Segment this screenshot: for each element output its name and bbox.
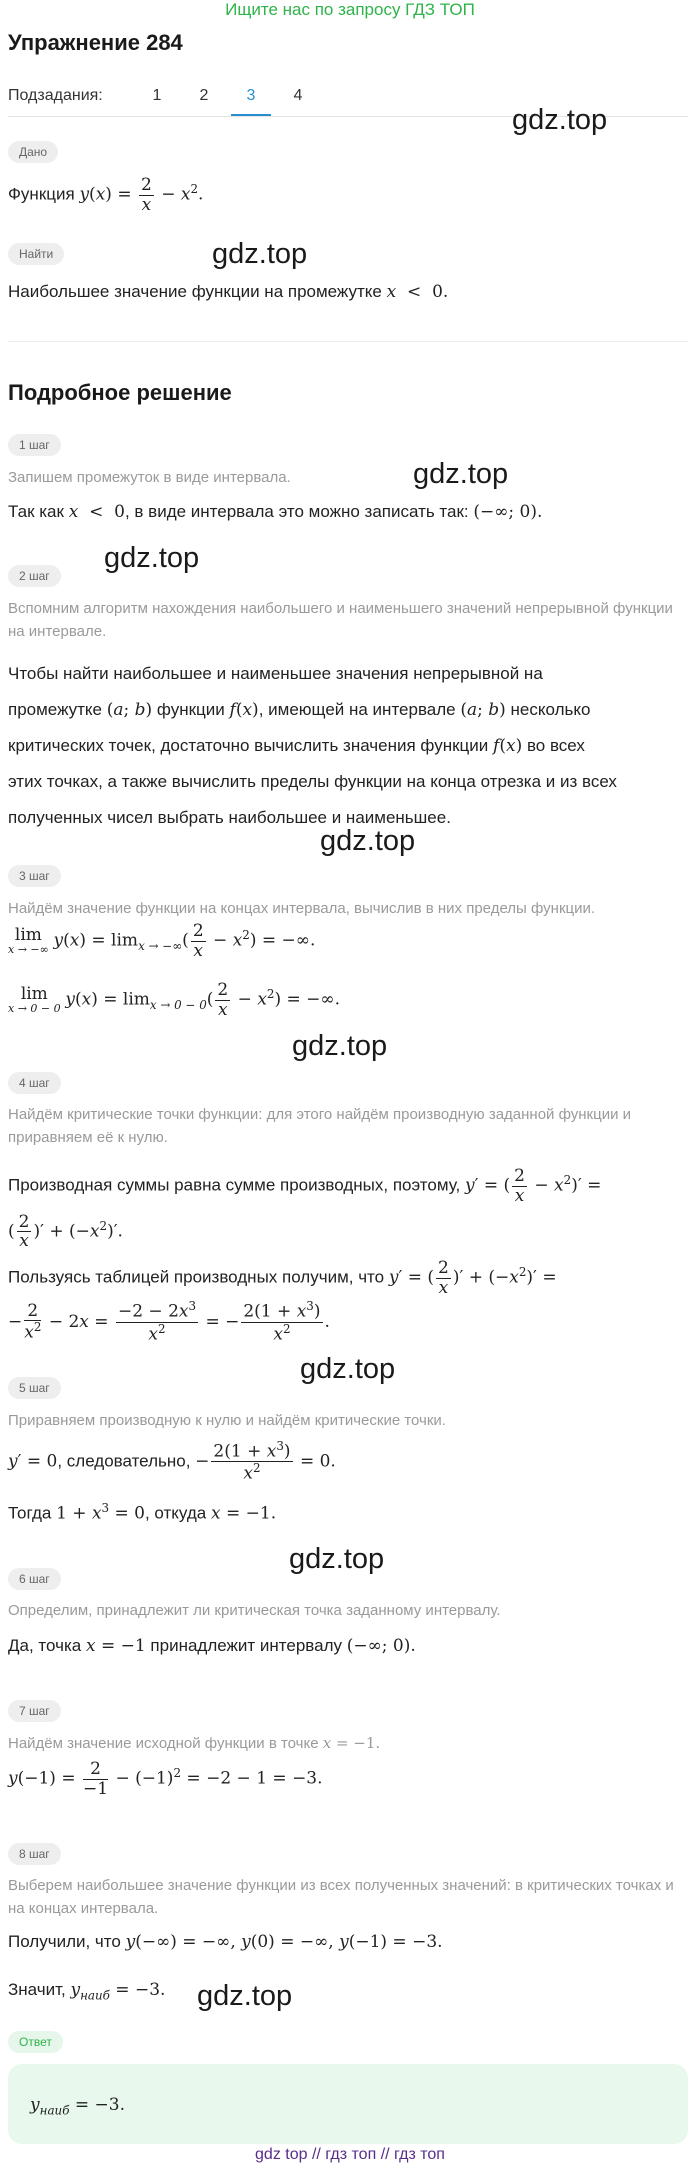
find-pill: Найти (8, 243, 64, 265)
watermark: gdz.top (292, 1030, 388, 1062)
answer-text: $y_{наиб} = -3$. (30, 2095, 125, 2118)
watermark: gdz.top (512, 104, 608, 136)
subtask-tab-1[interactable]: 1 (152, 87, 162, 104)
step-2-pill: 2 шаг (8, 565, 61, 587)
step-2-hint: Вспомним алгоритм нахождения наибольшего и наименьшего значений непрерывной функции на интервале. (8, 600, 673, 640)
search-banner[interactable]: Ищите нас по запросу ГДЗ ТОП (225, 0, 475, 19)
step-8-hint: Выберем наибольшее значение функции из всех полученных значений: в критических точках и на концах интервала. (8, 1877, 674, 1917)
step-1-text: Так как x < 0, в виде интервала это можно записать так: (−∞; 0). (8, 502, 543, 522)
subtasks-label: Подзадания: (8, 87, 103, 104)
step-8-pill: 8 шаг (8, 1843, 61, 1865)
step-6-pill: 6 шаг (8, 1568, 61, 1590)
solution-title: Подробное решение (8, 380, 232, 405)
step-7-hint: Найдём значение исходной функции в точке x = −1. (8, 1734, 381, 1752)
step-5-text-2: Тогда $1 + x^3 = 0$, откуда x = −1. (8, 1501, 277, 1524)
subtask-tab-3[interactable]: 3 (246, 87, 256, 104)
watermark: gdz.top (104, 542, 200, 574)
watermark: gdz.top (197, 1980, 293, 2012)
step-7-pill: 7 шаг (8, 1700, 61, 1722)
watermark: gdz.top (320, 825, 416, 857)
step-1-pill: 1 шаг (8, 434, 61, 456)
subtask-tab-4[interactable]: 4 (293, 87, 303, 104)
answer-pill: Ответ (8, 2031, 63, 2053)
footer-links[interactable]: gdz top // гдз топ // гдз топ (255, 2146, 445, 2163)
step-6-text: Да, точка x = −1 принадлежит интервалу (−∞; 0). (8, 1636, 416, 1656)
step-3-hint: Найдём значение функции на концах интервала, вычислив в них пределы функции. (8, 900, 596, 917)
step-8-text-1: Получили, что y(−∞) = −∞, y(0) = −∞, y(−1) = −3. (8, 1932, 443, 1952)
step-4-text-2: Пользуясь таблицей производных получим, что y′ = ( $\frac{2}{x}$ )′ + $(-x^2)'$ = − $\frac{2}{x^2}$ − 2x = $\frac{-2 - 2x^3}{x^2}$ = − $\frac{2(1 + x^3)}{x^2}$ . (8, 1257, 557, 1345)
step-5-text-1: y′ = 0, следовательно, − $\frac{2(1 + x^3)}{x^2}$ = 0. (8, 1439, 336, 1484)
step-5-hint: Приравняем производную к нулю и найдём критические точки. (8, 1412, 446, 1429)
active-tab-indicator (231, 114, 271, 116)
watermark: gdz.top (413, 458, 509, 490)
step-1-hint: Запишем промежуток в виде интервала. (8, 469, 291, 486)
watermark: gdz.top (300, 1353, 396, 1385)
step-3-pill: 3 шаг (8, 865, 61, 887)
given-pill: Дано (8, 141, 58, 163)
step-8-text-2: Значит, $y_{наиб} = -3$. (8, 1980, 166, 2003)
step-2-text: Чтобы найти наибольшее и наименьшее значения непрерывной на промежутке (a; b) функции f(x), имеющей на интервале (a; b) несколько критических точек, достаточно вычислить значения функции f(x) во всех этих точках, а также вычислить пределы функции на конца отрезка и из всех полученных чисел выбрать наибольшее и наименьшее. (8, 664, 617, 827)
subtask-tab-2[interactable]: 2 (199, 87, 209, 104)
step-4-hint: Найдём критические точки функции: для этого найдём производную заданной функции и приравняем её к нулю. (8, 1106, 632, 1146)
step-4-pill: 4 шаг (8, 1072, 61, 1094)
step-7-formula: y(−1) = $\frac{2}{-1}$ − $(-1)^2 = -2 - 1 = -3$. (8, 1759, 323, 1799)
watermark: gdz.top (289, 1543, 385, 1575)
step-4-text-1: Производная суммы равна сумме производных, поэтому, y′ = ( $\frac{2}{x}$ − $x^2)'$ = ( $\frac{2}{x}$ )′ + $(-x^2)'$. (8, 1165, 602, 1252)
watermark: gdz.top (212, 238, 308, 270)
step-3-formula-2: lim x → 0 − 0 $y(x) = \lim_{x \to 0 - 0}$( $\frac{2}{x}$ − $x^2$) = −∞. (8, 980, 340, 1020)
step-5-pill: 5 шаг (8, 1377, 61, 1399)
given-text: Функция y(x) = $\frac{2}{x}$ − $x^2$. (8, 175, 204, 215)
step-3-formula-1: lim x → −∞ $y(x) = \lim_{x \to -\infty}$( $\frac{2}{x}$ − $x^2$) = −∞. (8, 921, 316, 961)
page-title: Упражнение 284 (8, 30, 183, 55)
step-6-hint: Определим, принадлежит ли критическая точка заданному интервалу. (8, 1602, 501, 1619)
find-text: Наибольшее значение функции на промежутке x < 0. (8, 282, 449, 302)
divider (8, 341, 688, 342)
